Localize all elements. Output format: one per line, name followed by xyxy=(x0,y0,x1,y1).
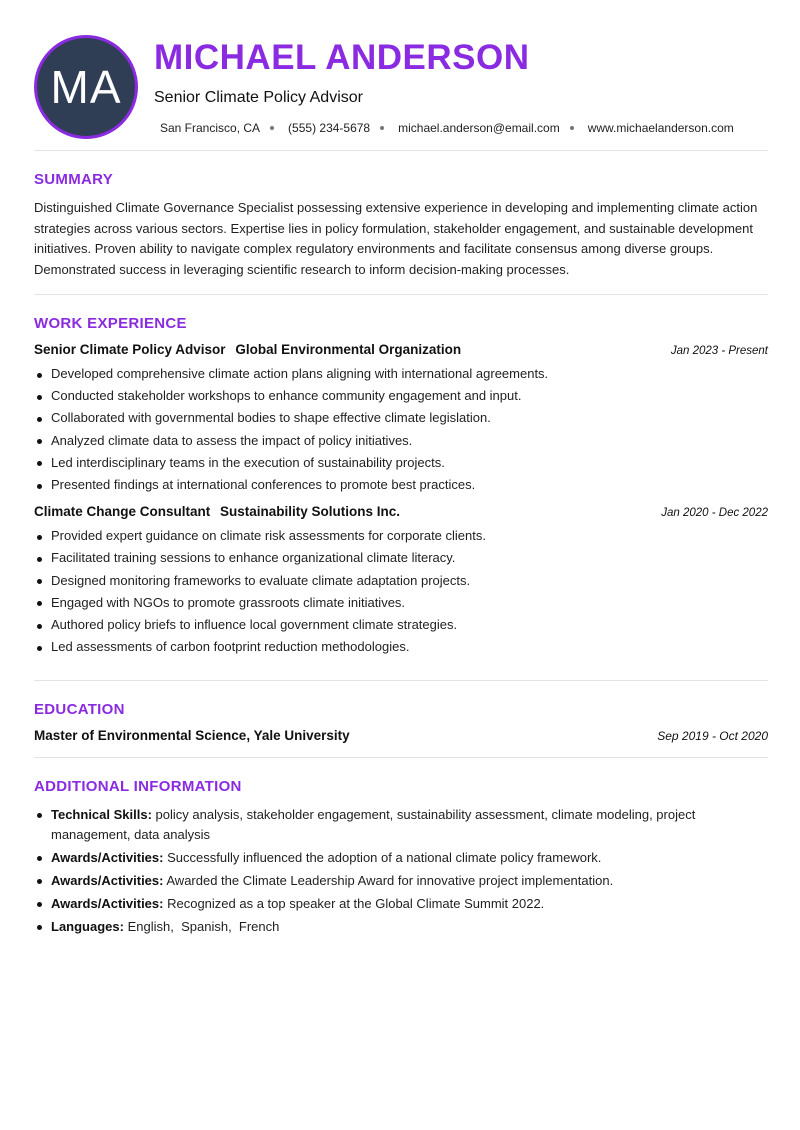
job-position: Senior Climate Policy Advisor xyxy=(34,342,226,357)
experience-section xyxy=(34,295,768,680)
info-text: Awarded the Climate Leadership Award for innovative project implementation. xyxy=(166,872,614,888)
contact-phone[interactable]: (555) 234-5678 xyxy=(288,121,371,135)
job-entry xyxy=(34,504,768,658)
job-heading xyxy=(34,504,400,519)
contact-email[interactable]: michael.anderson@email.com xyxy=(398,121,560,135)
additional-list xyxy=(34,805,768,937)
section-title: EDUCATION xyxy=(34,701,125,719)
info-label: Awards/Activities: xyxy=(51,895,164,911)
job-bullets xyxy=(34,525,768,658)
contact-location: San Francisco, CA xyxy=(160,121,261,135)
info-label: Awards/Activities: xyxy=(51,849,164,865)
additional-section xyxy=(34,758,768,959)
job-dates: Jan 2023 - Present xyxy=(670,345,768,357)
info-text: Recognized as a top speaker at the Global Climate Summit 2022. xyxy=(167,895,545,911)
list-item: Conducted stakeholder workshops to enhance community engagement and input. xyxy=(34,385,768,407)
list-item: Presented findings at international conferences to promote best practices. xyxy=(34,474,768,496)
resume-page xyxy=(34,0,768,959)
job-company: Sustainability Solutions Inc. xyxy=(220,504,401,520)
job-company: Global Environmental Organization xyxy=(235,342,462,357)
list-item: Analyzed climate data to assess the impact of policy initiatives. xyxy=(34,430,768,452)
summary-text: Distinguished Climate Governance Specialist possessing extensive experience in developing and implementing climate action strategies across various sectors. Expertise lies in policy formulation, stakeholder engagement, and sustainable development initiatives. Proven ability to navigate complex regulatory environments and facilitate consensus among diverse groups. Demonstrated success in leveraging scientific research to inform decision-making processes. xyxy=(34,200,758,277)
section-title: WORK EXPERIENCE xyxy=(34,315,187,332)
candidate-name: MICHAEL ANDERSON xyxy=(154,38,530,77)
section-title: SUMMARY xyxy=(34,171,114,188)
bullet-separator xyxy=(570,126,574,130)
candidate-role: Senior Climate Policy Advisor xyxy=(154,89,363,106)
info-label: Awards/Activities: xyxy=(51,872,164,888)
job-entry xyxy=(34,342,768,496)
job-dates: Jan 2020 - Dec 2022 xyxy=(661,507,768,520)
info-text: Successfully influenced the adoption of a national climate policy framework. xyxy=(167,849,602,865)
list-item: Led interdisciplinary teams in the execution of sustainability projects. xyxy=(34,452,768,474)
language-item: English xyxy=(127,919,171,935)
contact-website[interactable]: www.michaelanderson.com xyxy=(587,121,734,135)
summary-section xyxy=(34,151,768,294)
job-bullets xyxy=(34,363,768,496)
bullet-separator xyxy=(270,126,274,130)
resume-header xyxy=(34,0,768,150)
info-text: policy analysis, stakeholder engagement, sustainability assessment, climate modeling, project management, data analysis xyxy=(51,807,696,842)
job-position: Climate Change Consultant xyxy=(34,504,211,520)
education-degree: Master of Environmental Science, Yale University xyxy=(34,728,350,744)
info-label: Languages: xyxy=(51,919,124,935)
language-item: French xyxy=(238,919,280,935)
education-dates: Sep 2019 - Oct 2020 xyxy=(657,729,768,744)
list-item: Designed monitoring frameworks to evaluate climate adaptation projects. xyxy=(34,570,768,592)
list-item xyxy=(34,805,768,844)
list-item: Facilitated training sessions to enhance organizational climate literacy. xyxy=(34,547,768,569)
list-item: Led assessments of carbon footprint reduction methodologies. xyxy=(34,636,768,658)
contact-bar xyxy=(160,121,734,135)
bullet-separator xyxy=(380,126,384,130)
info-label: Technical Skills: xyxy=(51,807,152,823)
list-item: Authored policy briefs to influence local government climate strategies. xyxy=(34,614,768,636)
job-heading xyxy=(34,342,461,357)
list-item: Provided expert guidance on climate risk assessments for corporate clients. xyxy=(34,525,768,547)
list-item xyxy=(34,848,768,868)
list-item: Languages: English, Spanish, French xyxy=(34,917,768,937)
education-section xyxy=(34,681,768,757)
list-item: Developed comprehensive climate action plans aligning with international agreements. xyxy=(34,363,768,385)
list-item xyxy=(34,871,768,891)
list-item xyxy=(34,894,768,914)
list-item: Collaborated with governmental bodies to shape effective climate legislation. xyxy=(34,407,768,429)
language-item: Spanish xyxy=(181,919,229,935)
list-item: Engaged with NGOs to promote grassroots climate initiatives. xyxy=(34,592,768,614)
section-title: ADDITIONAL INFORMATION xyxy=(34,778,242,796)
avatar: MA xyxy=(34,35,138,139)
